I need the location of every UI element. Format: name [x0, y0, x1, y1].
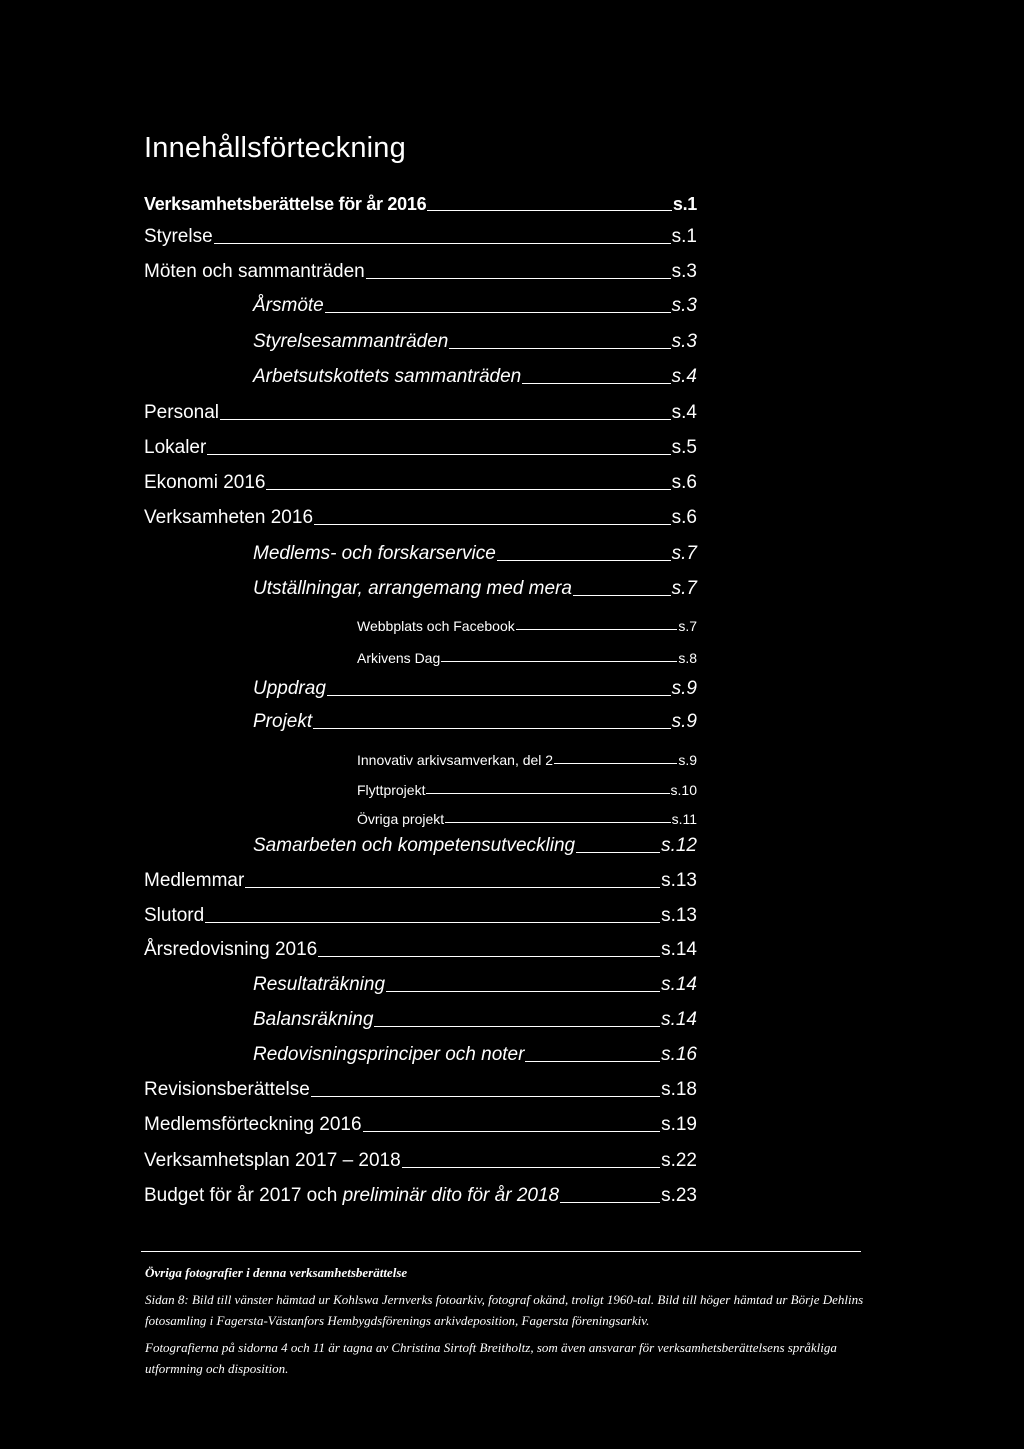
toc-entry[interactable]: [253, 323, 697, 353]
toc-entry-label: Uppdrag: [253, 678, 326, 700]
toc-entry[interactable]: [253, 570, 697, 600]
leader-line: [525, 1061, 660, 1062]
toc-entry-page: s.13: [661, 870, 697, 892]
toc-entry[interactable]: [144, 1071, 697, 1101]
toc-entry-page: s.7: [671, 543, 697, 565]
toc-entry-page: s.16: [661, 1044, 697, 1066]
leader-line: [214, 243, 671, 244]
toc-entry-label: Redovisningsprinciper och noter: [253, 1044, 525, 1066]
toc-entry-label: Arbetsutskottets sammanträden: [253, 366, 522, 388]
toc-entry-page: s.1: [672, 194, 697, 215]
footnote-paragraph: Sidan 8: Bild till vänster hämtad ur Kohlswa Jernverks fotoarkiv, fotograf okänd, troligt 1960-tal. Bild till höger hämtad ur Börje Dehlins fotosamling i Fagersta-Västanfors Hembygdsförenings arkivdeposition, Fagersta föreningsarkiv.: [145, 1292, 864, 1328]
leader-line: [245, 887, 660, 888]
toc-entry[interactable]: [144, 218, 697, 248]
leader-line: [366, 278, 671, 279]
toc-entry-label: Lokaler: [144, 437, 207, 459]
leader-line: [426, 793, 669, 794]
toc-entry[interactable]: [144, 1106, 697, 1136]
toc-entry-page: s.11: [671, 810, 697, 827]
toc-entry-label: Medlemmar: [144, 870, 245, 892]
toc-entry[interactable]: [253, 670, 697, 700]
toc-entry-label-plain: Budget för år 2017 och: [144, 1185, 343, 1207]
toc-entry[interactable]: [144, 499, 697, 529]
toc-entry-label: Balansräkning: [253, 1009, 374, 1031]
toc-entry-label: Styrelsesammanträden: [253, 331, 449, 353]
leader-line: [327, 695, 671, 696]
leader-line: [516, 629, 678, 630]
toc-entry-page: s.22: [661, 1150, 697, 1172]
footnote-heading: Övriga fotografier i denna verksamhetsberättelse: [145, 1265, 408, 1280]
toc-entry-label: Personal: [144, 402, 219, 424]
toc-entry-page: s.9: [671, 711, 697, 733]
toc-entry-page: s.14: [661, 974, 697, 996]
toc-entry-label: Medlemsförteckning 2016: [144, 1114, 362, 1136]
toc-entry-page: s.14: [661, 939, 697, 961]
toc-entry-label: [144, 1186, 559, 1207]
toc-entry-label: Flyttprojekt: [357, 781, 426, 798]
toc-entry-label: Årsmöte: [253, 295, 324, 317]
toc-entry-label-italic: preliminär dito för år 2018: [342, 1185, 560, 1207]
toc-entry-page: s.9: [671, 678, 697, 700]
leader-line: [427, 210, 672, 211]
toc-entry[interactable]: [253, 703, 697, 733]
toc-entry[interactable]: [357, 604, 697, 634]
toc-entry-label: Medlems- och forskarservice: [253, 543, 496, 565]
toc-entry[interactable]: [144, 897, 697, 927]
toc-entry[interactable]: [357, 797, 697, 827]
toc-entry-page: s.4: [671, 366, 697, 388]
toc-entry[interactable]: [144, 1177, 697, 1207]
footnote-divider: [141, 1251, 861, 1252]
toc-entry-page: s.8: [678, 649, 697, 666]
leader-line: [497, 560, 671, 561]
toc-entry-label: Arkivens Dag: [357, 649, 441, 666]
leader-line: [325, 312, 671, 313]
toc-entry-page: s.19: [661, 1114, 697, 1136]
toc-entry-page: s.13: [661, 905, 697, 927]
toc-entry[interactable]: [144, 931, 697, 961]
toc-entry-label: Ekonomi 2016: [144, 472, 266, 494]
footnotes: [145, 1262, 865, 1385]
toc-entry-page: s.12: [661, 835, 697, 857]
leader-line: [449, 348, 670, 349]
toc-entry-label: Samarbeten och kompetensutveckling: [253, 835, 576, 857]
toc-entry-label: Webbplats och Facebook: [357, 617, 515, 634]
leader-line: [386, 991, 660, 992]
toc-entry-page: s.18: [661, 1079, 697, 1101]
toc-entry-label: Styrelse: [144, 226, 213, 248]
toc-entry-label: Verksamhetsplan 2017 – 2018: [144, 1150, 401, 1172]
toc-entry-label: Revisionsberättelse: [144, 1079, 310, 1101]
leader-line: [314, 524, 671, 525]
toc-entry-page: s.1: [671, 226, 697, 248]
toc-entry[interactable]: [253, 1001, 697, 1031]
toc-entry[interactable]: [144, 1142, 697, 1172]
leader-line: [445, 822, 670, 823]
toc-entry[interactable]: [253, 827, 697, 857]
leader-line: [573, 595, 671, 596]
toc-entry-page: s.23: [661, 1185, 697, 1207]
leader-line: [441, 661, 677, 662]
toc-entry-label: Utställningar, arrangemang med mera: [253, 578, 572, 600]
toc-entry[interactable]: [144, 429, 697, 459]
leader-line: [207, 454, 670, 455]
toc-entry-page: s.7: [671, 578, 697, 600]
toc-entry-page: s.6: [671, 507, 697, 529]
toc-entry-page: s.7: [678, 617, 697, 634]
toc-entry-label: Verksamhetsberättelse för år 2016: [144, 194, 427, 215]
leader-line: [560, 1202, 660, 1203]
toc-entry[interactable]: [253, 535, 697, 565]
leader-line: [266, 489, 670, 490]
toc-entry-label: Verksamheten 2016: [144, 507, 314, 529]
leader-line: [318, 956, 660, 957]
leader-line: [363, 1131, 661, 1132]
toc-entry-label: Slutord: [144, 905, 205, 927]
toc-entry[interactable]: [357, 738, 697, 768]
toc-entry-label: Övriga projekt: [357, 810, 445, 827]
toc-entry[interactable]: [144, 862, 697, 892]
toc-entry-page: s.4: [671, 402, 697, 424]
leader-line: [554, 763, 677, 764]
leader-line: [311, 1096, 660, 1097]
leader-line: [313, 728, 671, 729]
leader-line: [374, 1026, 660, 1027]
leader-line: [576, 852, 660, 853]
toc-entry-label: Innovativ arkivsamverkan, del 2: [357, 751, 554, 768]
toc-entry[interactable]: [253, 1036, 697, 1066]
toc-entry-page: s.10: [670, 781, 697, 798]
toc-entry[interactable]: [357, 636, 697, 666]
toc-entry-page: s.5: [671, 437, 697, 459]
toc-entry[interactable]: [253, 358, 697, 388]
toc-entry-page: s.3: [671, 261, 697, 283]
toc-entry[interactable]: [144, 253, 697, 283]
toc-entry-label: Projekt: [253, 711, 313, 733]
leader-line: [522, 383, 670, 384]
toc-entry[interactable]: [144, 394, 697, 424]
toc-entry-label: Resultaträkning: [253, 974, 386, 996]
leader-line: [402, 1167, 660, 1168]
toc-title: Innehållsförteckning: [144, 132, 406, 164]
toc-entry[interactable]: [253, 966, 697, 996]
leader-line: [220, 419, 671, 420]
toc-entry[interactable]: [144, 464, 697, 494]
leader-line: [205, 922, 660, 923]
toc-entry-page: s.9: [678, 751, 697, 768]
toc-entry-page: s.6: [671, 472, 697, 494]
toc-entry-page: s.14: [661, 1009, 697, 1031]
toc-entry[interactable]: [253, 287, 697, 317]
footnote-paragraph: Fotografierna på sidorna 4 och 11 är tagna av Christina Sirtoft Breitholtz, som även ansvarar för verksamhetsberättelsens språkliga utformning och disposition.: [145, 1340, 837, 1376]
toc-entry[interactable]: [357, 768, 697, 798]
toc-entry[interactable]: [144, 185, 697, 215]
toc-entry-label: Årsredovisning 2016: [144, 939, 318, 961]
toc-entry-page: s.3: [671, 331, 697, 353]
toc-entry-label: Möten och sammanträden: [144, 261, 365, 283]
toc-entry-page: s.3: [671, 295, 697, 317]
